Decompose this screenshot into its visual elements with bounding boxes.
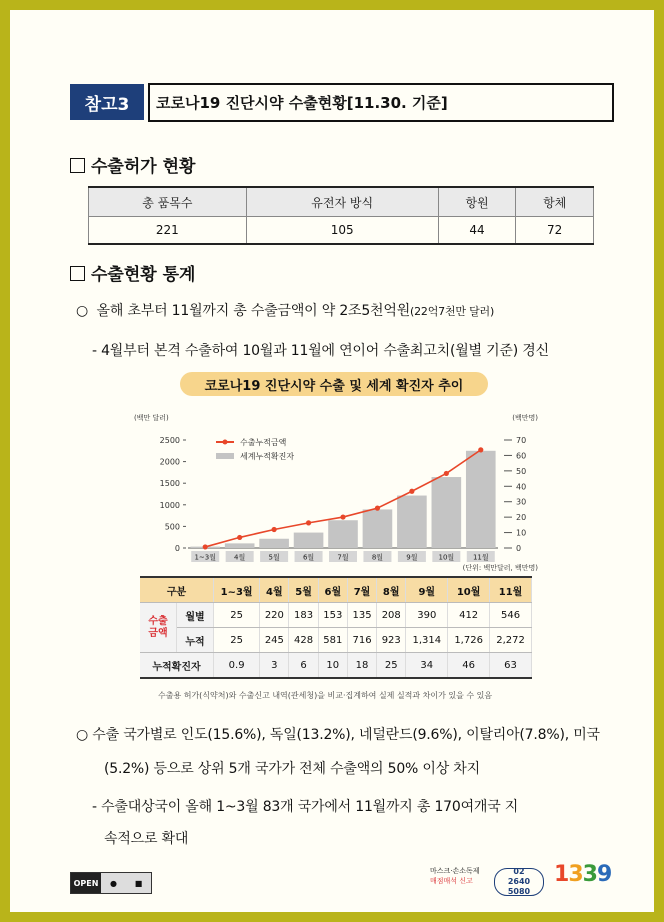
bar-confirmed-4 (328, 520, 358, 548)
table-cell: 63 (490, 653, 532, 679)
row-label-monthly: 월별 (177, 603, 214, 628)
left-axis-unit: (백만 달러) (134, 414, 169, 422)
kogl-open-logo (70, 872, 152, 894)
export-chart (130, 402, 540, 572)
x-tick-label: 11월 (472, 553, 489, 562)
table-cell: 18 (347, 653, 376, 679)
export-amount-group: 수출 금액 (140, 603, 177, 653)
month-header: 9월 (406, 577, 448, 603)
right-axis-unit: (백만명) (512, 414, 538, 422)
left-tick-label: 0 (174, 544, 180, 553)
x-tick-label: 8월 (371, 553, 384, 562)
bullet-country-share-cont: (5.2%) 등으로 상위 5개 국가가 전체 수출액의 50% 이상 차지 (104, 761, 480, 777)
permit-antigen-value: 44 (438, 217, 516, 245)
left-tick-label: 2000 (159, 457, 180, 467)
open-label: OPEN (71, 873, 101, 893)
export-point-3 (306, 520, 311, 525)
stats-heading: 수출현황 통계 (70, 260, 195, 285)
table-footnote: 수출용 허가(식약처)와 수출신고 내역(관세청)을 비교·집계하여 실제 실적과 차이가 있을 수 있음 (158, 691, 493, 700)
campaign-text: 마스크·손소독제 매점매석 신고 (430, 867, 480, 885)
export-point-6 (409, 489, 414, 494)
right-tick-label: 70 (516, 436, 527, 445)
permit-col-antigen: 항원 (438, 187, 516, 217)
x-tick-label: 4월 (234, 553, 246, 562)
export-point-5 (375, 506, 380, 511)
table-cell: 6 (289, 653, 318, 679)
bar-confirmed-6 (397, 496, 427, 548)
table-cell: 208 (377, 603, 406, 628)
sub-record-high: - 4월부터 본격 수출하여 10월과 11월에 연이어 수출최고치(월별 기준) 경신 (92, 343, 549, 359)
table-cell: 25 (214, 628, 260, 653)
table-cell: 25 (377, 653, 406, 679)
x-tick-label: 1~3월 (194, 553, 216, 562)
table-cell: 10 (318, 653, 347, 679)
document-title: 코로나19 진단시약 수출현황[11.30. 기준] (148, 83, 614, 122)
right-tick-label: 30 (516, 497, 527, 507)
bar-confirmed-2 (259, 539, 289, 548)
table-cell: 135 (347, 603, 376, 628)
month-header: 1~3월 (214, 577, 260, 603)
document-page (10, 10, 654, 912)
bar-confirmed-5 (363, 509, 393, 548)
bullet-country-share: ○ 수출 국가별로 인도(15.6%), 독일(13.2%), 네덜란드(9.6%), 이탈리아(7.8%), 미국 (76, 727, 600, 743)
sub-destination-growth: - 수출대상국이 올해 1~3월 83개 국가에서 11월까지 총 170여개국 지 (92, 799, 519, 815)
permit-col-gene: 유전자 방식 (246, 187, 438, 217)
right-tick-label: 0 (516, 544, 522, 553)
table-cell: 34 (406, 653, 448, 679)
export-point-7 (444, 471, 449, 476)
export-point-0 (203, 544, 208, 549)
x-tick-label: 5월 (268, 553, 280, 562)
permit-col-total: 총 품목수 (89, 187, 247, 217)
left-tick-label: 500 (164, 522, 180, 532)
permit-col-antibody: 항체 (516, 187, 594, 217)
checkbox-square-icon (70, 266, 85, 281)
chart-unit-note: (단위: 백만달러, 백만명) (462, 564, 538, 572)
permit-table (88, 186, 594, 245)
export-point-4 (340, 514, 345, 519)
helpline-digit-4: 9 (596, 862, 612, 887)
table-cell: 1,314 (406, 628, 448, 653)
chart-legend (216, 437, 294, 461)
checkbox-square-icon (70, 158, 85, 173)
table-cell: 245 (260, 628, 289, 653)
table-cell: 546 (490, 603, 532, 628)
table-cell: 25 (214, 603, 260, 628)
bar-confirmed-3 (294, 533, 324, 548)
right-tick-label: 60 (516, 451, 527, 461)
sub-destination-growth-cont: 속적으로 확대 (104, 831, 189, 847)
month-header: 6월 (318, 577, 347, 603)
noncommercial-icon: ■ (126, 873, 151, 893)
table-cell: 412 (448, 603, 490, 628)
export-point-1 (237, 535, 242, 540)
month-header: 10월 (448, 577, 490, 603)
table-cell: 153 (318, 603, 347, 628)
month-header: 11월 (490, 577, 532, 603)
permit-total-value: 221 (89, 217, 247, 245)
permit-gene-value: 105 (246, 217, 438, 245)
helpline-1339 (554, 862, 611, 887)
row-label-cumulative: 누적 (177, 628, 214, 653)
table-cell: 581 (318, 628, 347, 653)
reference-badge: 참고3 (70, 84, 144, 120)
stats-col-label: 구분 (140, 577, 214, 603)
month-header: 4월 (260, 577, 289, 603)
export-point-8 (478, 447, 483, 452)
table-cell: 923 (377, 628, 406, 653)
attribution-icon: ● (101, 873, 126, 893)
legend-line-label: 수출누적금액 (240, 438, 287, 447)
month-header: 7월 (347, 577, 376, 603)
x-tick-label: 10월 (438, 553, 455, 562)
helpline-digit-1: 1 (554, 862, 569, 887)
bar-confirmed-1 (225, 543, 255, 548)
left-tick-label: 2500 (159, 436, 180, 445)
table-cell: 220 (260, 603, 289, 628)
helpline-digit-3: 3 (582, 862, 597, 887)
chart-title: 코로나19 진단시약 수출 및 세계 확진자 추이 (180, 372, 488, 396)
table-cell: 716 (347, 628, 376, 653)
table-cell: 3 (260, 653, 289, 679)
bullet-total-export: ○ 올해 초부터 11월까지 총 수출금액이 약 2조5천억원(22억7천만 달러) (76, 303, 495, 319)
export-point-2 (272, 527, 277, 532)
table-cell: 1,726 (448, 628, 490, 653)
table-cell: 0.9 (214, 653, 260, 679)
left-tick-label: 1500 (159, 479, 180, 489)
month-header: 5월 (289, 577, 318, 603)
left-tick-label: 1000 (159, 500, 180, 510)
x-tick-label: 6월 (302, 553, 315, 562)
bar-confirmed-8 (466, 451, 496, 548)
helpline-digit-2: 3 (568, 862, 583, 887)
permit-heading: 수출허가 현황 (70, 152, 195, 177)
table-cell: 183 (289, 603, 318, 628)
report-hotline: 02 2640 5080 (494, 868, 544, 896)
x-tick-label: 9월 (406, 553, 418, 562)
stats-table (140, 576, 532, 679)
table-cell: 428 (289, 628, 318, 653)
bar-confirmed-7 (432, 477, 462, 548)
right-tick-label: 40 (516, 482, 527, 492)
legend-bar-label: 세계누적확진자 (240, 452, 295, 461)
x-tick-label: 7월 (337, 553, 349, 562)
table-cell: 46 (448, 653, 490, 679)
right-tick-label: 10 (516, 528, 527, 538)
right-tick-label: 20 (516, 513, 527, 523)
row-label-confirmed: 누적확진자 (140, 653, 214, 679)
month-header: 8월 (377, 577, 406, 603)
permit-antibody-value: 72 (516, 217, 594, 245)
table-cell: 390 (406, 603, 448, 628)
right-tick-label: 50 (516, 466, 527, 476)
table-cell: 2,272 (490, 628, 532, 653)
